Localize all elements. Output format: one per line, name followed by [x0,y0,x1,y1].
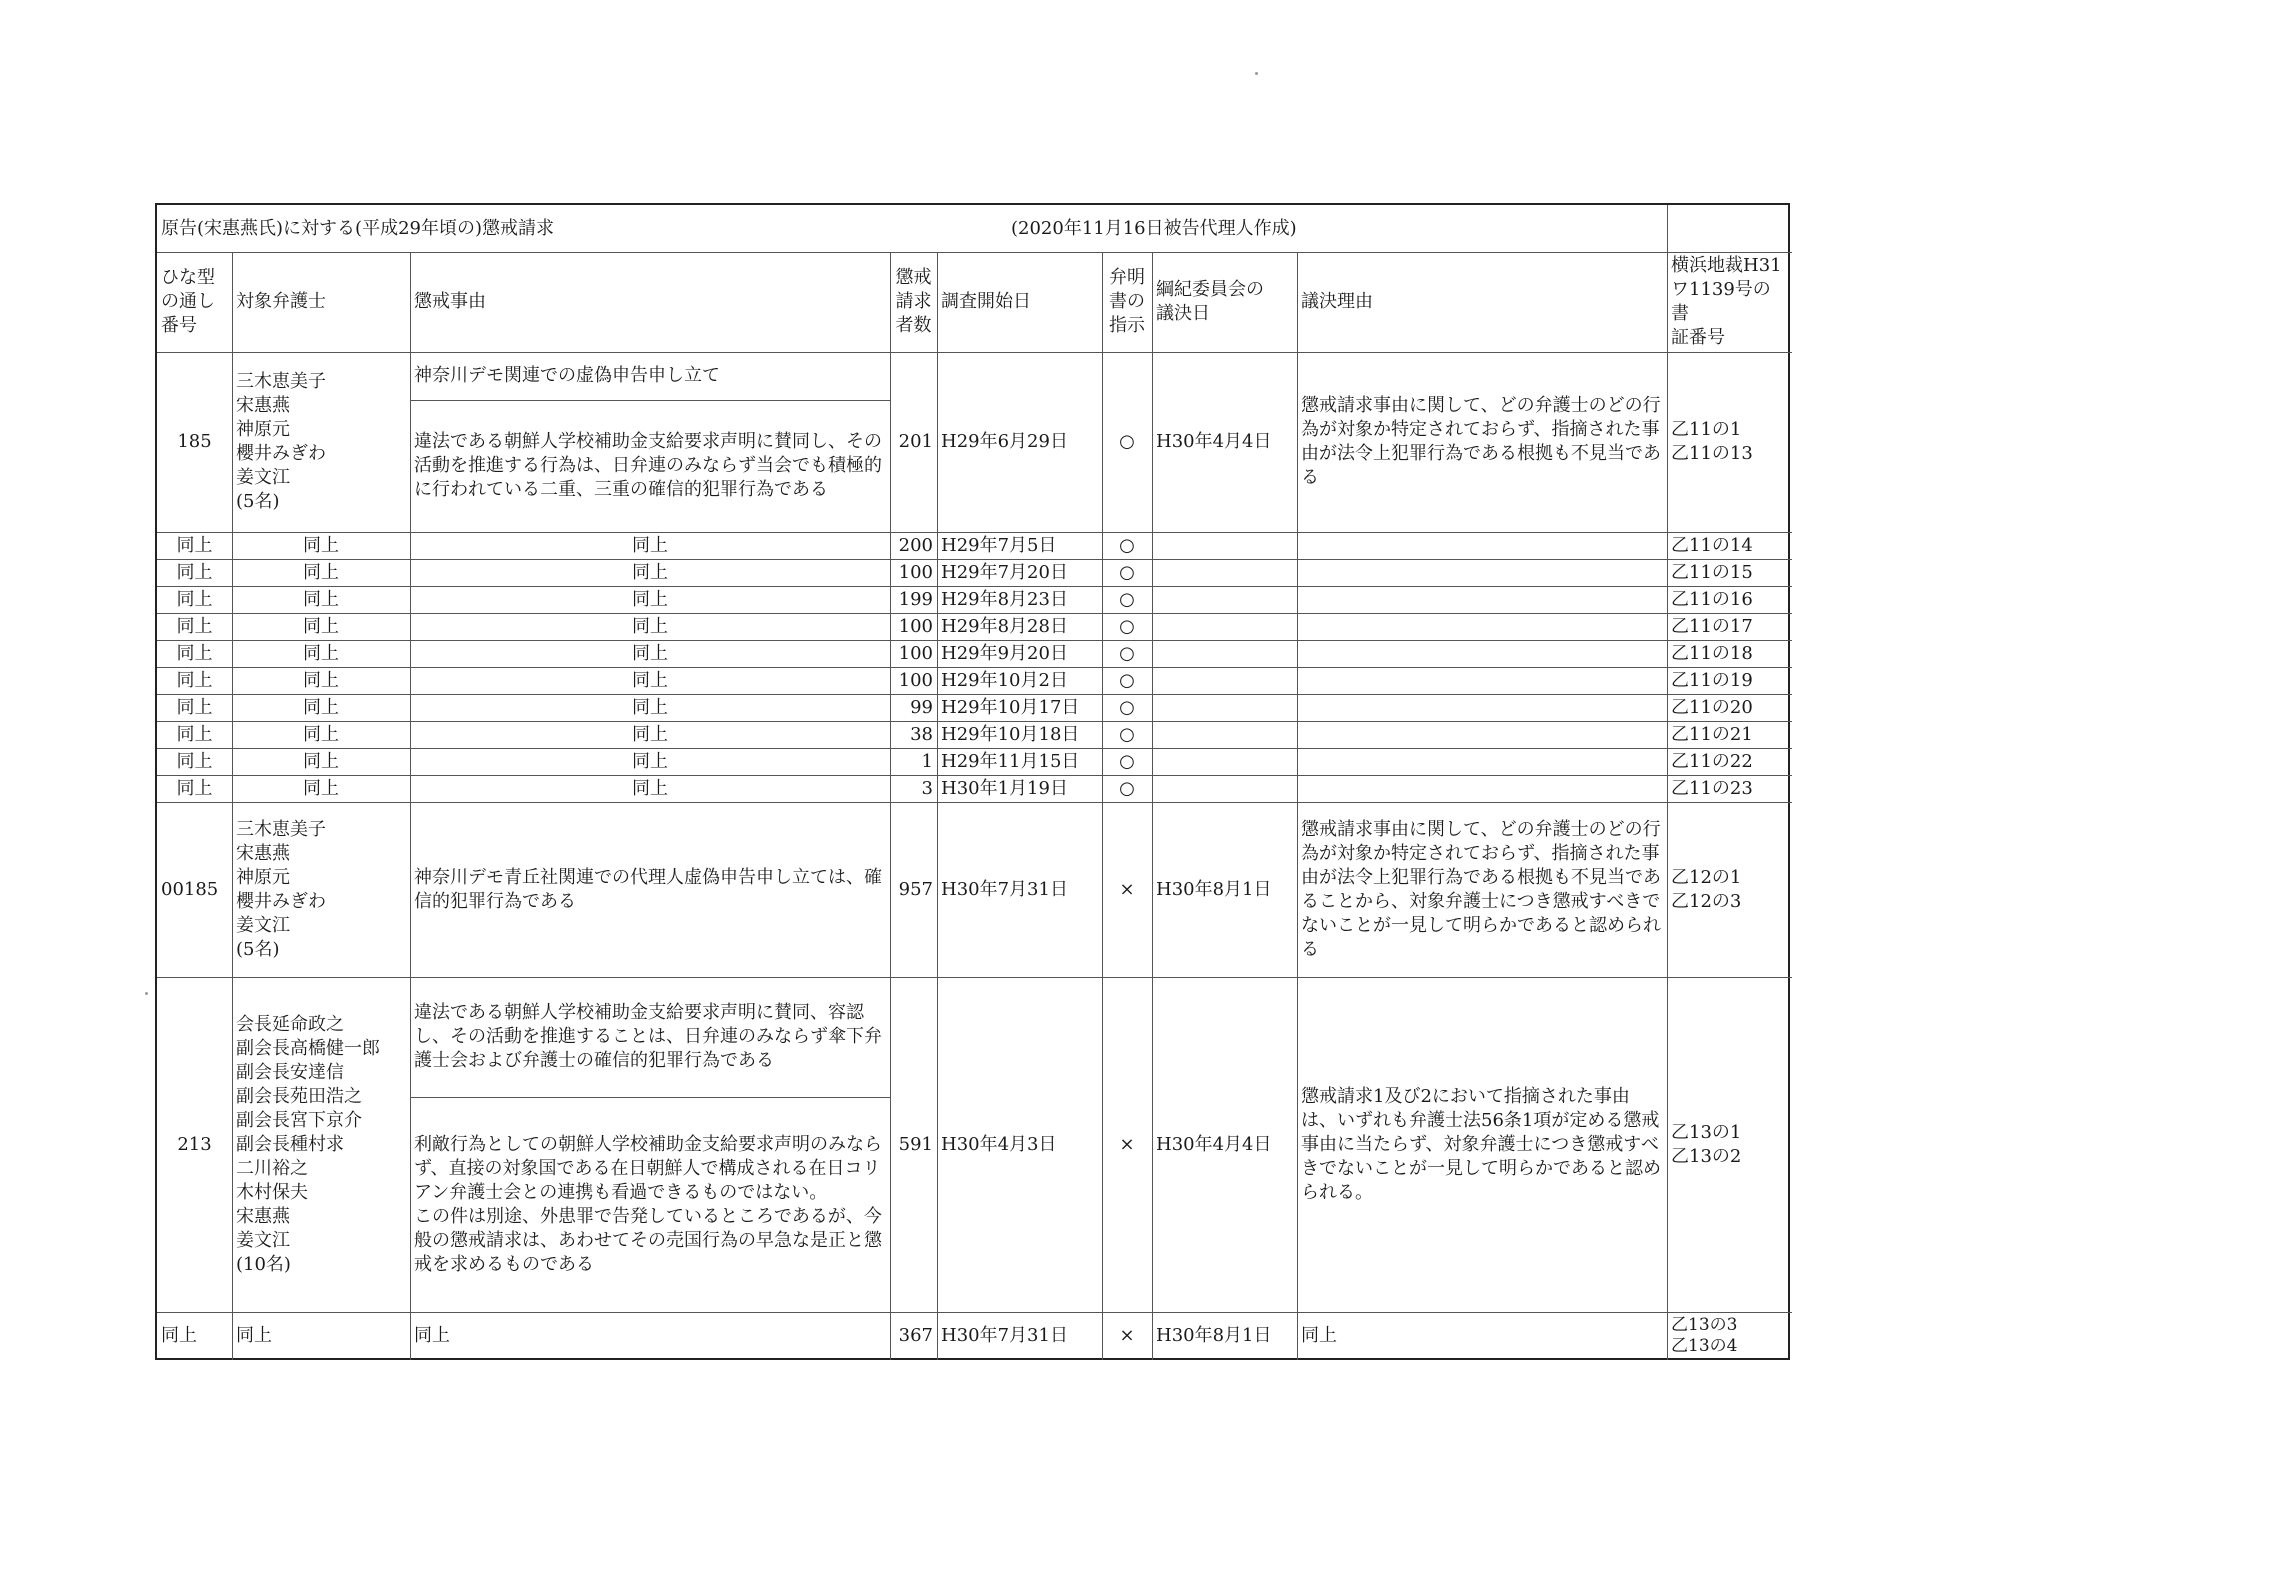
row-185-reason-a: 神奈川デモ関連での虚偽申告申し立て [414,365,720,386]
same-row-reason: 同上 [632,669,668,691]
same-row-no: 同上 [176,561,213,583]
same-row-evidence: 乙11の15 [1671,561,1753,583]
same-row-date: H29年10月17日 [941,696,1080,718]
same-row-target: 同上 [303,561,339,583]
row-00185-evidence: 乙12の1 乙12の3 [1671,866,1742,912]
same-row-reason: 同上 [632,534,668,556]
same-row-reason: 同上 [632,615,668,637]
same-row-count: 3 [921,777,933,799]
row-213-reason-b: 利敵行為としての朝鮮人学校補助金支給要求声明のみならず、直接の対象国である在日朝鮮人で構成される在日コリアン弁護士会との連携も看過できるものではない。 この件は別途、外患罪で告発しているところであるが、今般の懲戒請求は、あわせてその売国行為の早急な是正と懲戒を求めるものである [414,1133,890,1275]
same-row-no: 同上 [176,588,213,610]
same-row-date: H29年8月28日 [941,615,1068,637]
same-row-statement: ○ [1119,615,1135,637]
row-00185-reason: 神奈川デモ青丘社関連での代理人虚偽申告申し立ては、確信的犯罪行為である [414,866,882,912]
same-row-statement: ○ [1119,723,1135,745]
row-last-evidence: 乙13の3 乙13の4 [1671,1315,1738,1356]
document-title: 原告(宋惠燕氏)に対する(平成29年頃の)懲戒請求 [161,217,554,239]
column-header-reason: 懲戒事由 [414,291,486,312]
same-row-statement: ○ [1119,642,1135,664]
same-row-reason: 同上 [632,696,668,718]
same-row-date: H29年10月18日 [941,723,1080,745]
same-row-target: 同上 [303,615,339,637]
column-header-statement: 弁明 書の 指示 [1109,267,1145,336]
same-row-no: 同上 [176,777,213,799]
same-row-no: 同上 [176,642,213,664]
same-row-date: H29年11月15日 [941,750,1080,772]
row-last-date: H30年7月31日 [941,1325,1068,1346]
same-row-target: 同上 [303,642,339,664]
same-row-count: 199 [898,588,933,610]
same-row-target: 同上 [303,696,339,718]
row-last-decision-reason: 同上 [1301,1325,1337,1346]
row-213-date: H30年4月3日 [941,1133,1057,1155]
row-185-target: 三木恵美子 宋惠燕 神原元 櫻井みぎわ 姜文江 (5名) [236,371,326,512]
row-185-decision-date: H30年4月4日 [1156,431,1272,452]
row-185-decision-reason: 懲戒請求事由に関して、どの弁護士のどの行為が対象か特定されておらず、指摘された事由が法令上犯罪行為である根拠も不見当である [1301,395,1661,488]
row-00185-count: 957 [898,878,933,900]
disciplinary-request-table [155,203,1790,1360]
same-row-target: 同上 [303,723,339,745]
row-00185-target: 三木恵美子 宋惠燕 神原元 櫻井みぎわ 姜文江 (5名) [236,818,326,960]
row-185-count: 201 [898,431,933,452]
same-row-no: 同上 [176,534,213,556]
document-subtitle: (2020年11月16日被告代理人作成) [1011,217,1297,239]
same-row-date: H30年1月19日 [941,777,1068,799]
same-row-statement: ○ [1119,750,1135,772]
row-213-reason-a: 違法である朝鮮人学校補助金支給要求声明に賛同、容認し、その活動を推進することは、日弁連のみならず傘下弁護士会および弁護士の確信的犯罪行為である [414,1002,882,1071]
same-row-reason: 同上 [632,642,668,664]
same-row-statement: ○ [1119,534,1135,556]
same-row-evidence: 乙11の18 [1671,642,1753,664]
same-row-statement: ○ [1119,588,1135,610]
same-row-target: 同上 [303,669,339,691]
same-row-evidence: 乙11の14 [1671,534,1753,556]
column-header-decision-date: 綱紀委員会の 議決日 [1156,279,1264,324]
row-last-count: 367 [898,1325,933,1346]
row-last-no: 同上 [161,1325,197,1346]
same-row-evidence: 乙11の17 [1671,615,1753,637]
row-185-no: 185 [177,431,212,452]
row-185-evidence: 乙11の1 乙11の13 [1671,419,1753,464]
column-header-target: 対象弁護士 [236,291,326,312]
same-row-reason: 同上 [632,588,668,610]
same-row-evidence: 乙11の22 [1671,750,1753,772]
same-row-no: 同上 [176,615,213,637]
same-row-count: 200 [898,534,933,556]
same-row-count: 100 [898,615,933,637]
row-00185-decision-date: H30年8月1日 [1156,878,1272,900]
same-row-target: 同上 [303,588,339,610]
same-row-evidence: 乙11の21 [1671,723,1753,745]
row-00185-no: 00185 [161,878,219,900]
column-header-date: 調査開始日 [941,291,1031,312]
column-header-no: ひな型 の通し 番号 [161,267,215,336]
same-row-target: 同上 [303,750,339,772]
row-00185-date: H30年7月31日 [941,878,1068,900]
row-213-decision-date: H30年4月4日 [1156,1133,1272,1155]
same-row-reason: 同上 [632,777,668,799]
same-row-date: H29年7月5日 [941,534,1057,556]
same-row-count: 100 [898,561,933,583]
row-00185-decision-reason: 懲戒請求事由に関して、どの弁護士のどの行為が対象か特定されておらず、指摘された事由が法令上犯罪行為である根拠も不見当であることから、対象弁護士につき懲戒すべきでないことが一見して明らかであると認められる [1301,818,1661,960]
same-row-target: 同上 [303,534,339,556]
same-row-statement: ○ [1119,561,1135,583]
same-row-date: H29年7月20日 [941,561,1068,583]
same-row-count: 100 [898,669,933,691]
same-row-evidence: 乙11の19 [1671,669,1753,691]
row-185-date: H29年6月29日 [941,431,1068,452]
same-row-date: H29年8月23日 [941,588,1068,610]
scan-speck [145,992,148,995]
same-row-date: H29年9月20日 [941,642,1068,664]
same-row-date: H29年10月2日 [941,669,1068,691]
same-row-reason: 同上 [632,561,668,583]
row-213-count: 591 [898,1133,933,1155]
same-row-evidence: 乙11の20 [1671,696,1753,718]
same-row-count: 99 [910,696,933,718]
same-row-count: 38 [910,723,933,745]
column-header-count: 懲戒 請求 者数 [895,267,932,336]
row-213-evidence: 乙13の1 乙13の2 [1671,1121,1742,1167]
same-row-no: 同上 [176,696,213,718]
row-185-statement: ○ [1119,431,1135,452]
same-row-count: 100 [898,642,933,664]
row-last-decision-date: H30年8月1日 [1156,1325,1272,1346]
same-row-no: 同上 [176,723,213,745]
same-row-evidence: 乙11の23 [1671,777,1753,799]
same-row-count: 1 [921,750,933,772]
same-row-statement: ○ [1119,777,1135,799]
row-185-reason-b: 違法である朝鮮人学校補助金支給要求声明に賛同し、その活動を推進する行為は、日弁連のみならず当会でも積極的に行われている二重、三重の確信的犯罪行為である [414,431,882,500]
row-213-statement: × [1119,1133,1135,1155]
row-last-reason: 同上 [414,1325,450,1346]
scan-speck [1255,72,1258,75]
same-row-target: 同上 [303,777,339,799]
row-00185-statement: × [1119,878,1135,900]
row-last-statement: × [1119,1325,1135,1346]
row-last-target: 同上 [236,1325,272,1346]
same-row-statement: ○ [1119,669,1135,691]
row-213-decision-reason: 懲戒請求1及び2において指摘された事由は、いずれも弁護士法56条1項が定める懲戒事由に当たらず、対象弁護士につき懲戒すべきでないことが一見して明らかであると認められる。 [1301,1085,1661,1203]
row-213-target: 会長延命政之 副会長高橋健一郎 副会長安達信 副会長苑田浩之 副会長宮下京介 副会長種村求 二川裕之 木村保夫 宋惠燕 姜文江 (10名) [236,1013,380,1275]
same-row-reason: 同上 [632,723,668,745]
row-213-no: 213 [177,1133,212,1155]
same-row-no: 同上 [176,669,213,691]
column-header-evidence: 横浜地裁H31 ワ1139号の書 証番号 [1671,255,1782,348]
same-row-no: 同上 [176,750,213,772]
column-header-decision-reason: 議決理由 [1301,291,1373,312]
same-row-statement: ○ [1119,696,1135,718]
same-row-evidence: 乙11の16 [1671,588,1753,610]
same-row-reason: 同上 [632,750,668,772]
